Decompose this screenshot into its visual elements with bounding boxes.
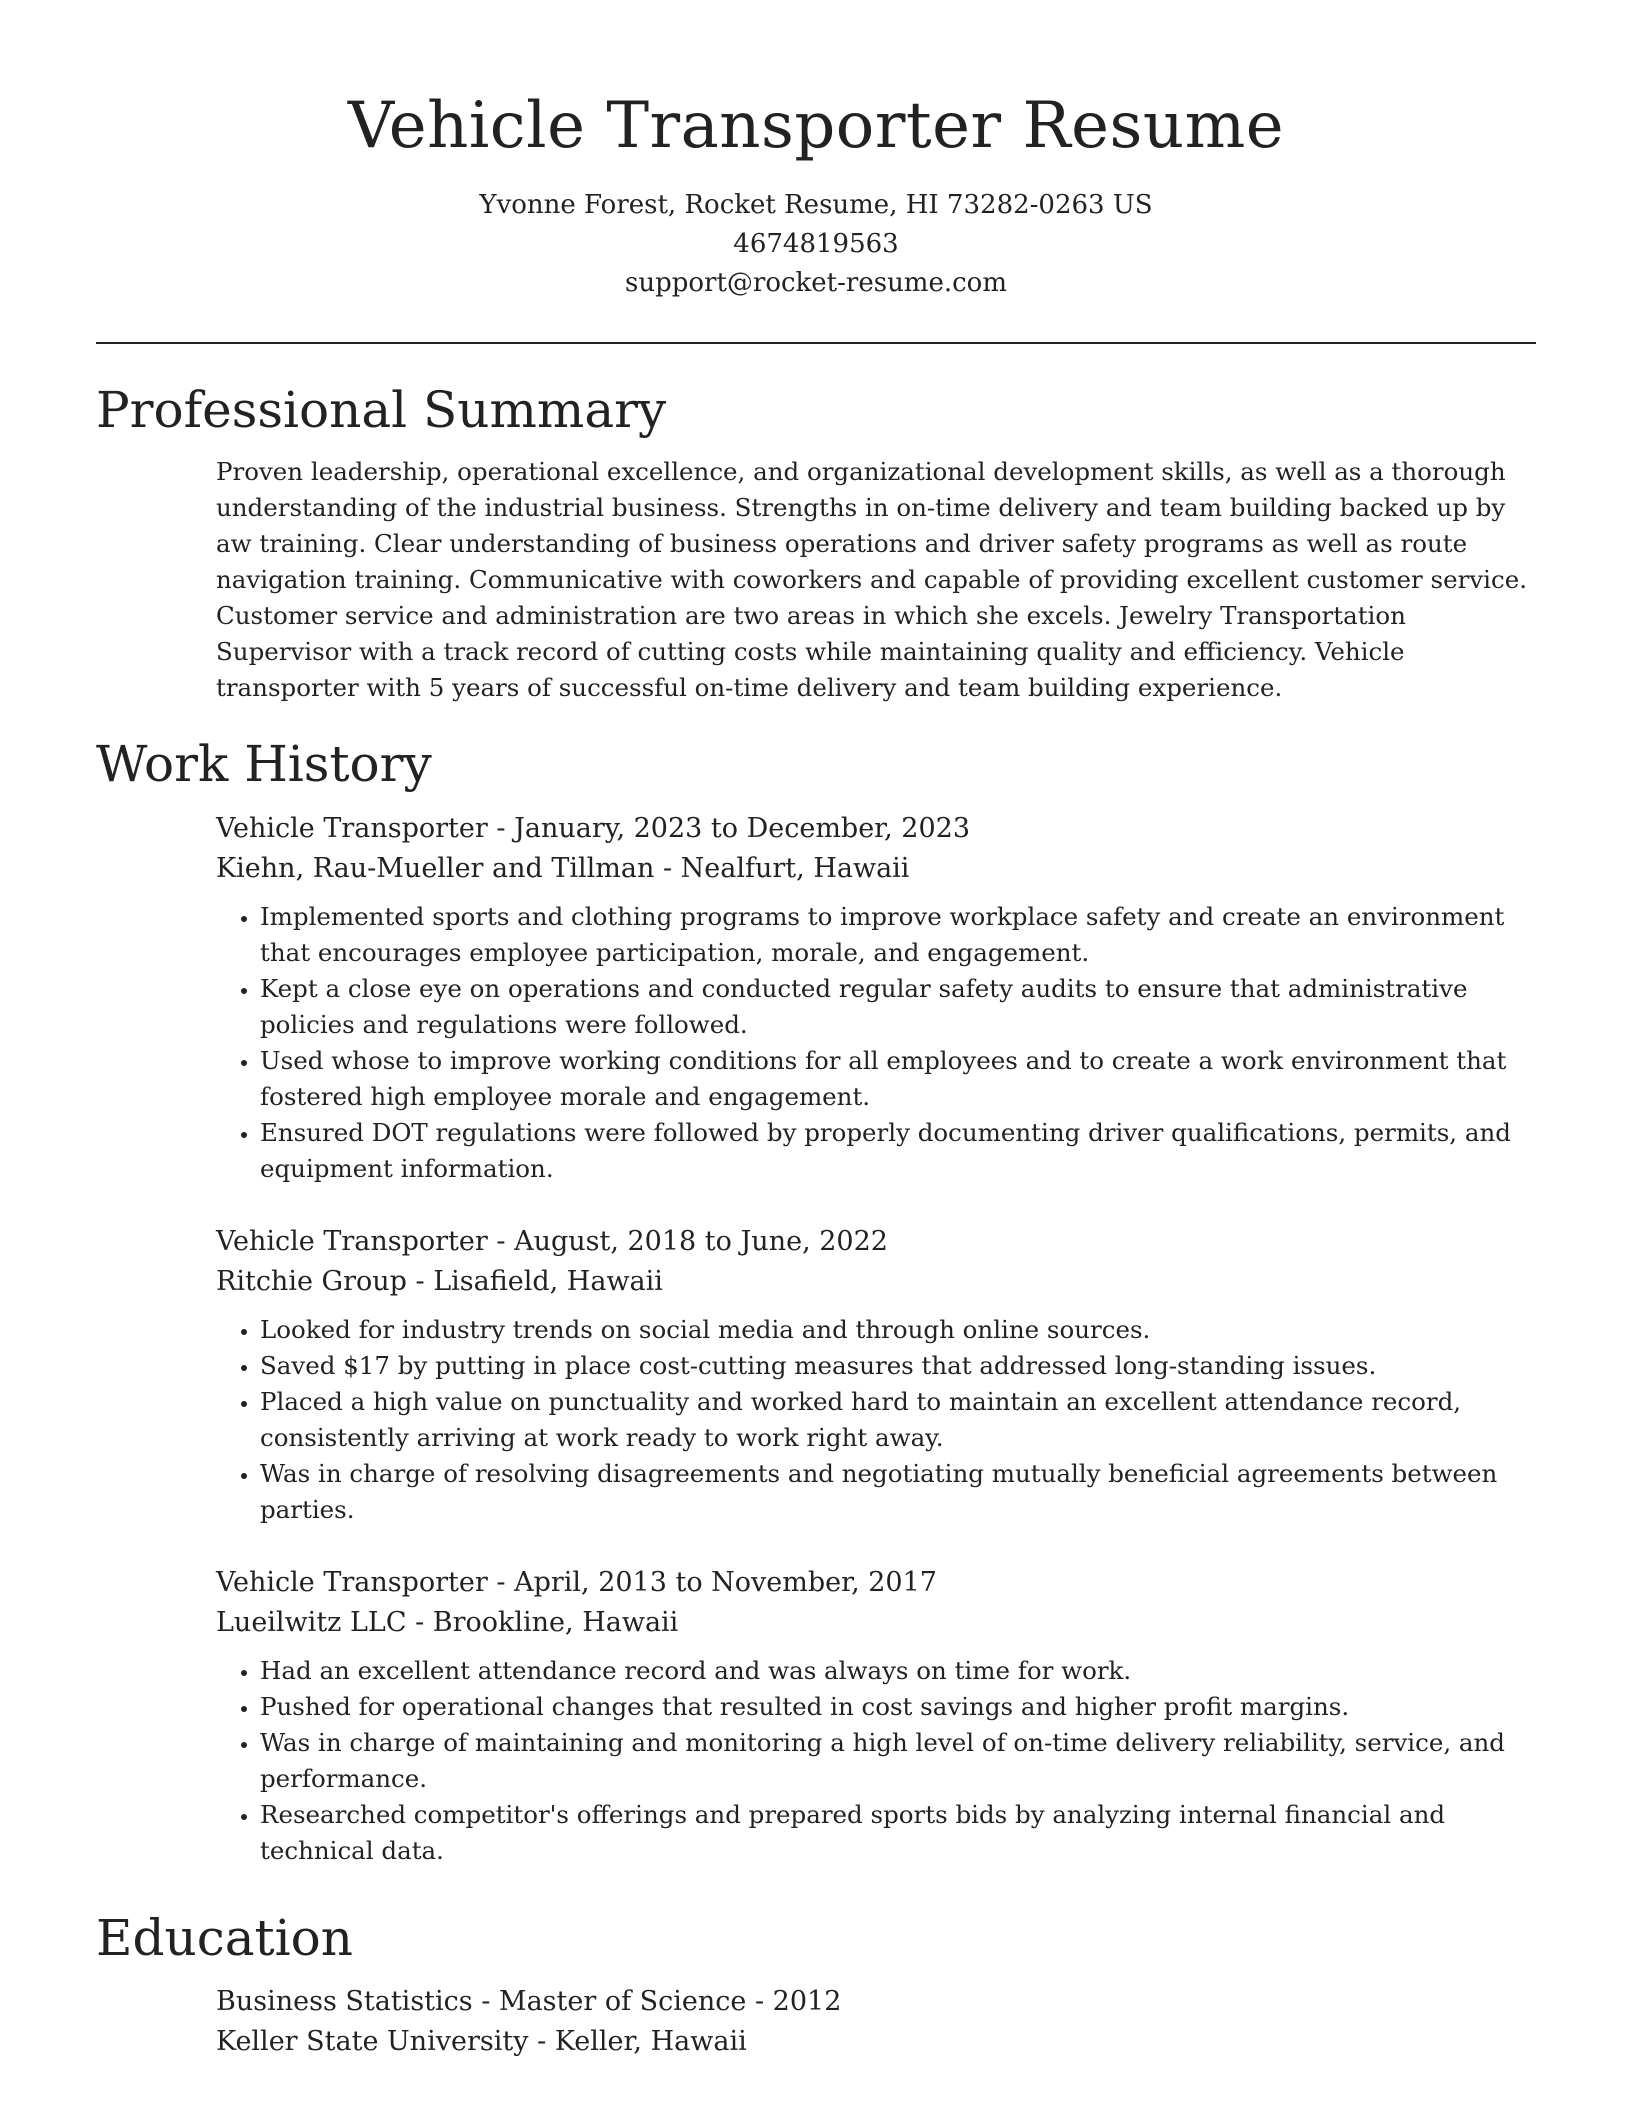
education-heading: Education [96, 1909, 353, 1967]
list-item: • Implemented sports and clothing programs to improve workplace safety and create an environment that encourages employee participation, morale, and engagement. [260, 899, 1536, 971]
contact-address: Yvonne Forest, Rocket Resume, HI 73282-0263 US [479, 190, 1153, 220]
education-entry [96, 1982, 1536, 2062]
list-item: • Pushed for operational changes that resulted in cost savings and higher profit margins. [260, 1689, 1536, 1725]
contact-email: support@rocket-resume.com [624, 268, 1007, 298]
list-item: • Kept a close eye on operations and conducted regular safety audits to ensure that administrative policies and regulations were followed. [260, 971, 1536, 1043]
header-divider [96, 342, 1536, 344]
job-bullet-list [216, 899, 1536, 1187]
summary-heading: Professional Summary [96, 381, 667, 439]
list-item: • Used whose to improve working conditions for all employees and to create a work environment that fostered high employee morale and engagement. [260, 1043, 1536, 1115]
list-item: • Was in charge of resolving disagreements and negotiating mutually beneficial agreements between parties. [260, 1456, 1536, 1528]
list-item: • Ensured DOT regulations were followed by properly documenting driver qualifications, permits, and equipment information. [260, 1115, 1536, 1187]
job-title-line: Vehicle Transporter - April, 2013 to November, 2017 [216, 1567, 937, 1598]
job-bullet-list [216, 1312, 1536, 1528]
job-company-line: Ritchie Group - Lisafield, Hawaii [216, 1266, 663, 1297]
list-item: • Looked for industry trends on social media and through online sources. [260, 1312, 1536, 1348]
education-section [96, 1906, 1536, 1970]
list-item: • Had an excellent attendance record and was always on time for work. [260, 1653, 1536, 1689]
summary-body [216, 454, 1536, 706]
list-item: • Was in charge of maintaining and monitoring a high level of on-time delivery reliability, service, and performance. [260, 1725, 1536, 1797]
contact-block [0, 186, 1632, 303]
education-degree-line: Business Statistics - Master of Science - 2012 [216, 1986, 842, 2017]
job-company-line: Kiehn, Rau-Mueller and Tillman - Nealfurt, Hawaii [216, 853, 910, 884]
job-title-line: Vehicle Transporter - August, 2018 to June, 2022 [216, 1226, 888, 1257]
resume-header [0, 0, 1632, 303]
job-title-line: Vehicle Transporter - January, 2023 to December, 2023 [216, 813, 970, 844]
education-school-line: Keller State University - Keller, Hawaii [216, 2026, 747, 2057]
job-company-line: Lueilwitz LLC - Brookline, Hawaii [216, 1607, 679, 1638]
work-history-section [96, 732, 1536, 796]
job-entry-1 [96, 809, 1536, 1187]
list-item: • Placed a high value on punctuality and worked hard to maintain an excellent attendance record, consistently arriving at work ready to work right away. [260, 1384, 1536, 1456]
summary-text: Proven leadership, operational excellence, and organizational development skills, as well as a thorough understanding of the industrial business. Strengths in on-time delivery and team building backed up by aw training. Clear understanding of business operations and driver safety programs as well as route navigation training. Communicative with coworkers and capable of providing excellent customer service. Customer service and administration are two areas in which she excels. Jewelry Transportation Supervisor with a track record of cutting costs while maintaining quality and efficiency. Vehicle transporter with 5 years of successful on-time delivery and team building experience. [216, 457, 1528, 702]
work-history-heading: Work History [96, 735, 432, 793]
job-bullet-list [216, 1653, 1536, 1869]
summary-section [96, 378, 1536, 706]
document-title: Vehicle Transporter Resume [347, 89, 1285, 163]
list-item: • Researched competitor's offerings and prepared sports bids by analyzing internal financial and technical data. [260, 1797, 1536, 1869]
contact-phone: 4674819563 [733, 229, 899, 259]
job-entry-2 [96, 1222, 1536, 1528]
list-item: • Saved $17 by putting in place cost-cutting measures that addressed long-standing issues. [260, 1348, 1536, 1384]
job-entry-3 [96, 1563, 1536, 1869]
